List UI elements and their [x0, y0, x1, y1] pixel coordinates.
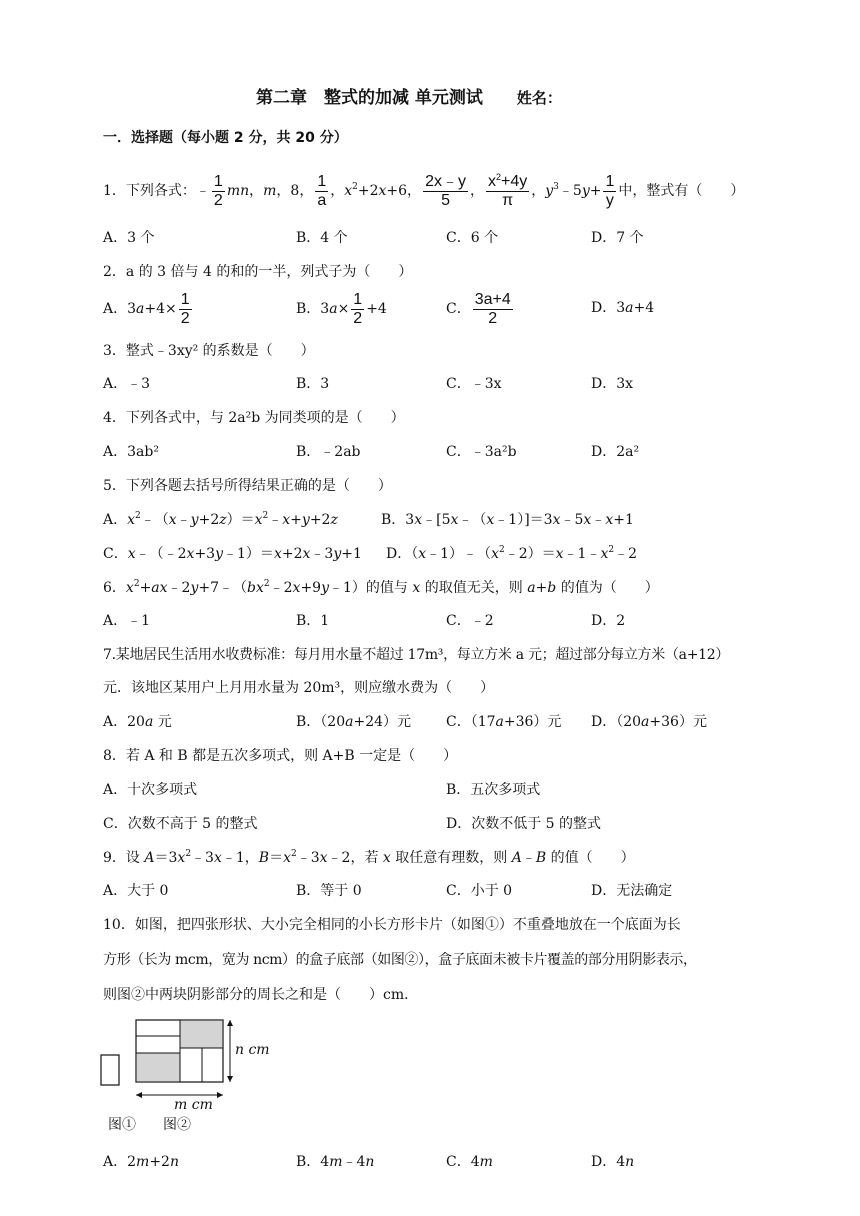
q2-option-c[interactable]: C． $\frac{3a+4}{2}$ — [446, 290, 511, 327]
q8-option-c[interactable]: C．次数不高于 5 的整式 — [103, 816, 258, 832]
question-3-stem: 3．整式﹣3xy² 的系数是（ ） — [103, 343, 315, 359]
q8-option-b[interactable]: B．五次多项式 — [446, 782, 541, 798]
q3-option-b[interactable]: B．3 — [296, 376, 330, 392]
q3-option-c[interactable]: C．﹣3x — [446, 376, 502, 392]
q6-option-d[interactable]: D．2 — [591, 613, 626, 629]
fraction-one-over-a: $\frac{1}{a}$ — [317, 172, 327, 209]
q10-option-a[interactable]: A．2m+2n — [103, 1154, 179, 1170]
question-10-line-2: 方形（长为 mcm，宽为 ncm）的盒子底部（如图②），盒子底面未被卡片覆盖的部分用阴影表示， — [103, 952, 697, 968]
q6-option-b[interactable]: B．1 — [296, 613, 330, 629]
figure-1-card — [101, 1055, 119, 1085]
q4-option-b[interactable]: B．﹣2ab — [296, 444, 361, 460]
q3-option-a[interactable]: A．﹣3 — [103, 376, 151, 392]
q4-option-a[interactable]: A．3ab² — [103, 444, 159, 460]
q5-option-a[interactable]: A．$x^2﹣(x﹣y+2z)=x^2﹣x+y+2z$ — [103, 511, 338, 528]
page-title — [256, 88, 562, 108]
question-8-stem: 8．若 A 和 B 都是五次多项式，则 A+B 一定是（ ） — [103, 748, 458, 764]
q7-option-b[interactable]: B．（20a+24）元 — [296, 714, 412, 730]
q8-option-a[interactable]: A．十次多项式 — [103, 782, 198, 798]
q1-option-d[interactable]: D．7 个 — [591, 230, 644, 246]
q5-option-b[interactable]: B．3x﹣[5x﹣（x﹣1）]＝3x﹣5x﹣x+1 — [381, 512, 634, 528]
q7-option-c[interactable]: C．（17a+36）元 — [446, 714, 562, 730]
q7-option-d[interactable]: D．（20a+36）元 — [591, 714, 707, 730]
q9-option-b[interactable]: B．等于 0 — [296, 883, 362, 899]
q8-option-d[interactable]: D．次数不低于 5 的整式 — [446, 816, 602, 832]
section-heading: 一．选择题（每小题 2 分，共 20 分） — [103, 130, 348, 146]
q4-option-d[interactable]: D．2a² — [591, 444, 640, 460]
question-9-stem: 9．设 $A=3x^2﹣3x﹣1$，$B=x^2﹣3x﹣2$，若 x 取任意有理数，则 A﹣B 的值（ ） — [103, 849, 635, 866]
shaded-region-bottom — [136, 1053, 180, 1082]
q9-option-c[interactable]: C．小于 0 — [446, 883, 513, 899]
question-5-stem: 5．下列各题去括号所得结果正确的是（ ） — [103, 478, 392, 494]
q2-option-a[interactable]: A．3a+4× $\frac{1}{2}$ — [103, 290, 190, 327]
q2-option-d[interactable]: D．3a+4 — [591, 300, 655, 316]
q10-option-c[interactable]: C．4m — [446, 1154, 493, 1170]
figure-2-caption: 图② — [163, 1117, 191, 1133]
q1-option-b[interactable]: B．4 个 — [296, 230, 348, 246]
figure-n-label: n cm — [235, 1042, 270, 1058]
figure-1-caption: 图① — [108, 1117, 136, 1133]
question-1-stem: 1．下列各式：﹣ $\frac{1}{2}$ mn，m，8， $\frac{1}{a}$ ，$x^2+2x+6$， $\frac{2x﹣y}{5}$ ， $\frac{x^2+4y}{\pi}$ ，$y^3﹣5y+$ $\frac{1}{y}$ 中，整式有（ ） — [103, 171, 745, 209]
q6-option-a[interactable]: A．﹣1 — [103, 613, 151, 629]
question-10-line-3: 则图②中两块阴影部分的周长之和是（ ）cm． — [103, 987, 419, 1003]
q5-option-c[interactable]: C．x﹣（﹣2x+3y﹣1）＝x+2x﹣3y+1 — [103, 546, 362, 562]
q4-option-c[interactable]: C．﹣3a²b — [446, 444, 517, 460]
q9-option-d[interactable]: D．无法确定 — [591, 883, 673, 899]
q2-option-b[interactable]: B．3a× $\frac{1}{2}$ +4 — [296, 290, 387, 327]
name-label: 姓名： — [516, 89, 562, 107]
q6-option-c[interactable]: C．﹣2 — [446, 613, 494, 629]
q1-option-a[interactable]: A．3 个 — [103, 230, 155, 246]
q10-option-b[interactable]: B．4m﹣4n — [296, 1154, 375, 1170]
q7-option-a[interactable]: A．20a 元 — [103, 714, 172, 730]
question-6-stem: 6．$x^2+ax﹣2y+7﹣(bx^2﹣2x+9y﹣1)$的值与 x 的取值无关，则 a+b 的值为（ ） — [103, 579, 659, 596]
q1-suffix: 中，整式有（ ） — [618, 183, 745, 199]
question-4-stem: 4．下列各式中，与 2a²b 为同类项的是（ ） — [103, 410, 405, 426]
question-7-line-1: 7.某地居民生活用水收费标准：每月用水量不超过 17m³，每立方米 a 元；超过部分每立方米（a+12） — [103, 647, 730, 663]
fraction-one-over-y: $\frac{1}{y}$ — [605, 172, 615, 209]
q9-option-a[interactable]: A．大于 0 — [103, 883, 169, 899]
q1-prefix: 1．下列各式： — [103, 183, 196, 199]
figure-m-label: m cm — [174, 1097, 213, 1113]
fraction-x2-4y-over-pi: $\frac{x^2+4y}{\pi}$ — [487, 171, 528, 209]
title-text: 第二章 整式的加减 单元测试 — [256, 88, 483, 108]
question-2-stem: 2．a 的 3 倍与 4 的和的一半，列式子为（ ） — [103, 264, 413, 280]
question-7-line-2: 元．该地区某用户上月用水量为 20m³，则应缴水费为（ ） — [103, 680, 495, 696]
fraction-2x-y-over-5: $\frac{2x﹣y}{5}$ — [425, 172, 466, 209]
shaded-region-top — [180, 1020, 223, 1048]
fraction-half: $\frac{1}{2}$ — [213, 172, 223, 209]
q10-option-d[interactable]: D．4n — [591, 1154, 635, 1170]
q3-option-d[interactable]: D．3x — [591, 376, 634, 392]
q5-option-d[interactable]: D．$(x﹣1)﹣(x^2﹣2)=x﹣1﹣x^2﹣2$ — [386, 545, 638, 562]
question-10-line-1: 10．如图，把四张形状、大小完全相同的小长方形卡片（如图①）不重叠地放在一个底面为长 — [103, 917, 681, 933]
q1-option-c[interactable]: C．6 个 — [446, 230, 499, 246]
